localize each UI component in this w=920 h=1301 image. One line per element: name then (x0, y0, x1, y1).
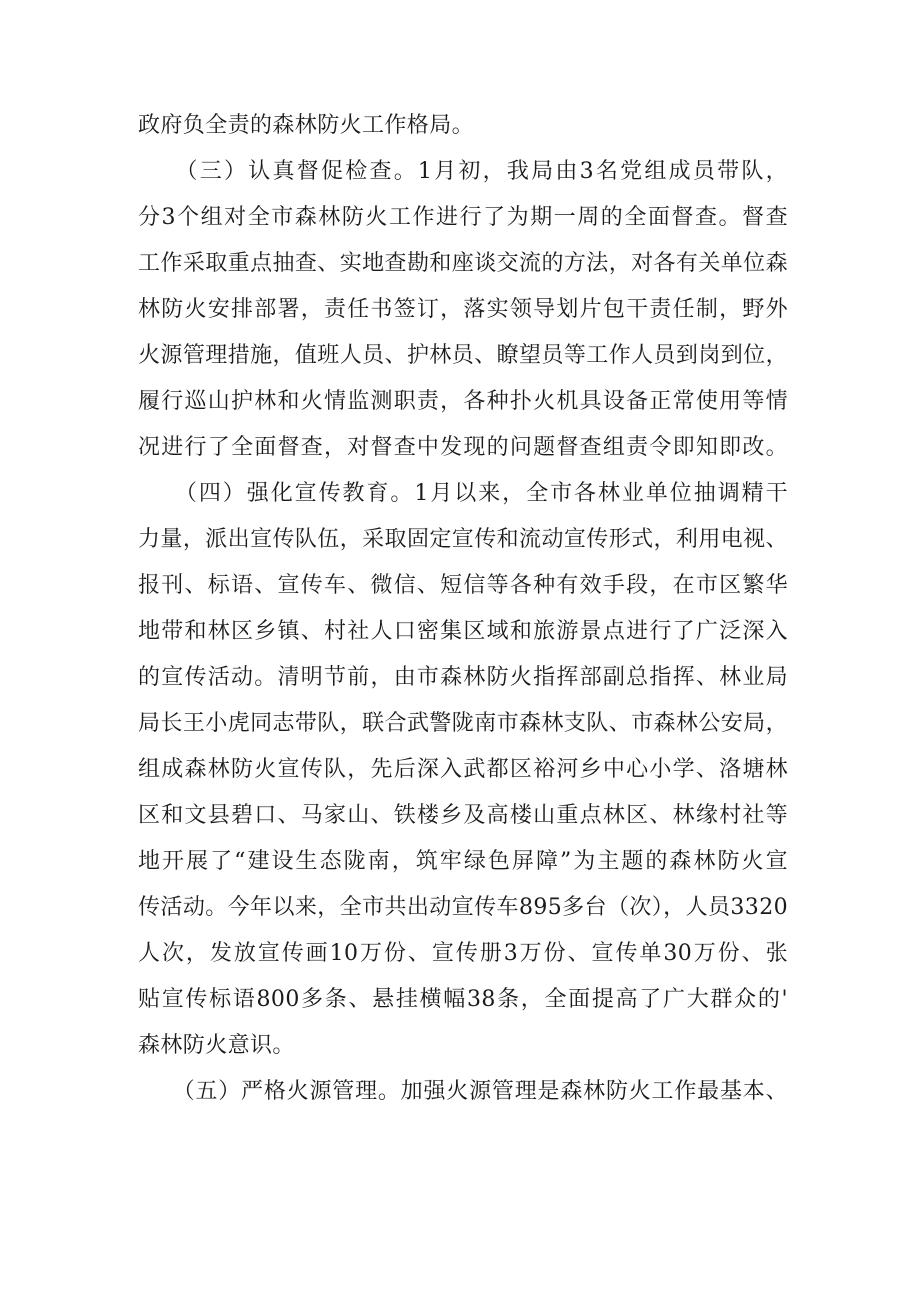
text-line: 局长王小虎同志带队，联合武警陇南市森林支队、市森林公安局， (138, 711, 788, 736)
text-line: 林防火安排部署，责任书签订，落实领导划片包干责任制，野外 (138, 297, 788, 322)
text-line: 力量，派出宣传队伍，采取固定宣传和流动宣传形式，利用电视、 (138, 527, 788, 552)
text-line: 分3个组对全市森林防火工作进行了为期一周的全面督查。督查 (138, 205, 788, 230)
text-line: 的宣传活动。清明节前，由市森林防火指挥部副总指挥、林业局 (138, 665, 788, 690)
text-line: 贴宣传标语800多条、悬挂横幅38条，全面提高了广大群众的' (138, 987, 788, 1012)
text-line: 地开展了“建设生态陇南，筑牢绿色屏障”为主题的森林防火宣 (138, 849, 788, 874)
text-line: 地带和林区乡镇、村社人口密集区域和旅游景点进行了广泛深入 (138, 619, 788, 644)
text-line: 政府负全责的森林防火工作格局。 (138, 113, 475, 138)
text-line: 森林防火意识。 (138, 1033, 295, 1058)
text-line: 工作采取重点抽查、实地查勘和座谈交流的方法，对各有关单位森 (138, 251, 788, 276)
text-line: 履行巡山护林和火情监测职责，各种扑火机具设备正常使用等情 (138, 389, 788, 414)
text-line: 组成森林防火宣传队，先后深入武都区裕河乡中心小学、洛塘林 (138, 757, 788, 782)
body-text (138, 103, 788, 1115)
text-line: 报刊、标语、宣传车、微信、短信等各种有效手段，在市区繁华 (138, 573, 788, 598)
text-line: 火源管理措施，值班人员、护林员、瞭望员等工作人员到岗到位， (138, 343, 788, 368)
text-line: 区和文县碧口、马家山、铁楼乡及高楼山重点林区、林缘村社等 (138, 803, 788, 828)
text-line: （五）严格火源管理。加强火源管理是森林防火工作最基本、 (138, 1079, 788, 1104)
text-line: 人次，发放宣传画10万份、宣传册3万份、宣传单30万份、张 (138, 941, 788, 966)
text-line: 况进行了全面督查，对督查中发现的问题督查组责令即知即改。 (138, 435, 788, 460)
text-line: （四）强化宣传教育。1月以来，全市各林业单位抽调精干 (138, 481, 788, 506)
text-line: 传活动。今年以来，全市共出动宣传车895多台（次），人员3320 (138, 895, 788, 920)
text-line: （三）认真督促检查。1月初，我局由3名党组成员带队， (138, 159, 788, 184)
